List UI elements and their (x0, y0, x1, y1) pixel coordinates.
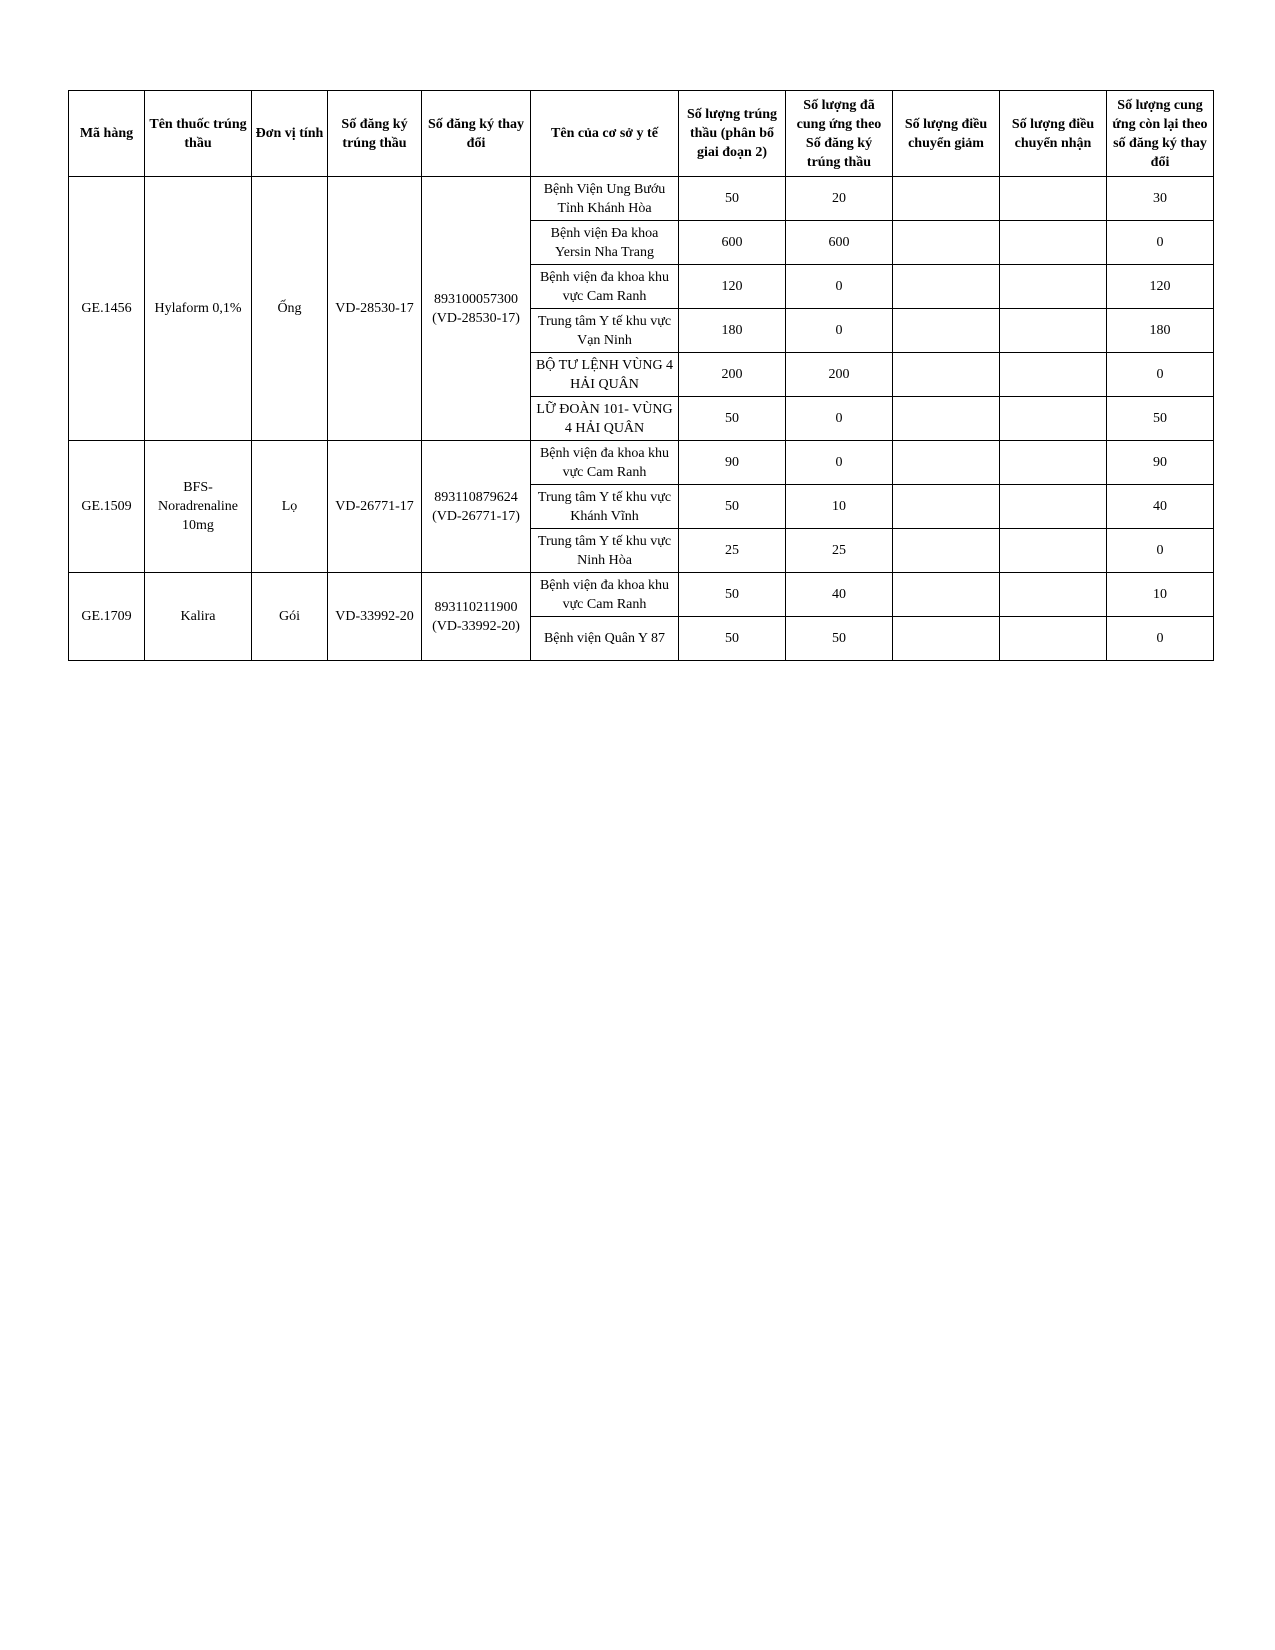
supplied-quantity-cell: 50 (786, 617, 893, 661)
remaining-quantity-cell: 30 (1107, 177, 1214, 221)
remaining-quantity-cell: 0 (1107, 617, 1214, 661)
header-remaining-quantity: Số lượng cung ứng còn lại theo số đăng ký thay đổi (1107, 91, 1214, 177)
table-body (69, 177, 1214, 661)
facility-cell: Bệnh viện đa khoa khu vực Cam Ranh (531, 441, 679, 485)
transfer-in-cell (1000, 573, 1107, 617)
transfer-out-cell (893, 617, 1000, 661)
transfer-out-cell (893, 529, 1000, 573)
remaining-quantity-cell: 90 (1107, 441, 1214, 485)
awarded-quantity-cell: 50 (679, 617, 786, 661)
unit-cell: Lọ (252, 441, 328, 573)
awarded-quantity-cell: 200 (679, 353, 786, 397)
transfer-in-cell (1000, 617, 1107, 661)
facility-cell: Bệnh viện đa khoa khu vực Cam Ranh (531, 573, 679, 617)
supplied-quantity-cell: 200 (786, 353, 893, 397)
new-registration-number-cell: 893100057300 (VD-28530-17) (422, 177, 531, 441)
facility-cell: Trung tâm Y tế khu vực Ninh Hòa (531, 529, 679, 573)
item-code-cell: GE.1509 (69, 441, 145, 573)
header-item-code: Mã hàng (69, 91, 145, 177)
awarded-quantity-cell: 90 (679, 441, 786, 485)
transfer-in-cell (1000, 441, 1107, 485)
registration-number-cell: VD-28530-17 (328, 177, 422, 441)
transfer-in-cell (1000, 529, 1107, 573)
new-registration-number-cell: 893110211900 (VD-33992-20) (422, 573, 531, 661)
header-row (69, 91, 1214, 177)
facility-cell: Trung tâm Y tế khu vực Khánh Vĩnh (531, 485, 679, 529)
item-code-cell: GE.1456 (69, 177, 145, 441)
header-new-registration-number: Số đăng ký thay đổi (422, 91, 531, 177)
remaining-quantity-cell: 50 (1107, 397, 1214, 441)
awarded-quantity-cell: 180 (679, 309, 786, 353)
transfer-out-cell (893, 441, 1000, 485)
facility-cell: LỮ ĐOÀN 101- VÙNG 4 HẢI QUÂN (531, 397, 679, 441)
facility-cell: Bệnh viện Quân Y 87 (531, 617, 679, 661)
header-drug-name: Tên thuốc trúng thầu (145, 91, 252, 177)
registration-number-cell: VD-33992-20 (328, 573, 422, 661)
item-code-cell: GE.1709 (69, 573, 145, 661)
supplied-quantity-cell: 0 (786, 265, 893, 309)
supplied-quantity-cell: 10 (786, 485, 893, 529)
table-row (69, 177, 1214, 221)
transfer-out-cell (893, 573, 1000, 617)
drug-name-cell: Kalira (145, 573, 252, 661)
remaining-quantity-cell: 40 (1107, 485, 1214, 529)
remaining-quantity-cell: 0 (1107, 221, 1214, 265)
supplied-quantity-cell: 600 (786, 221, 893, 265)
supplied-quantity-cell: 0 (786, 397, 893, 441)
transfer-in-cell (1000, 485, 1107, 529)
supplied-quantity-cell: 40 (786, 573, 893, 617)
header-registration-number: Số đăng ký trúng thầu (328, 91, 422, 177)
supplied-quantity-cell: 20 (786, 177, 893, 221)
awarded-quantity-cell: 120 (679, 265, 786, 309)
header-awarded-quantity: Số lượng trúng thầu (phân bổ giai đoạn 2) (679, 91, 786, 177)
new-registration-number-cell: 893110879624 (VD-26771-17) (422, 441, 531, 573)
transfer-in-cell (1000, 309, 1107, 353)
header-transfer-out: Số lượng điều chuyển giảm (893, 91, 1000, 177)
transfer-out-cell (893, 309, 1000, 353)
awarded-quantity-cell: 25 (679, 529, 786, 573)
transfer-in-cell (1000, 177, 1107, 221)
remaining-quantity-cell: 10 (1107, 573, 1214, 617)
transfer-in-cell (1000, 397, 1107, 441)
drug-name-cell: BFS- Noradrenaline 10mg (145, 441, 252, 573)
supplied-quantity-cell: 25 (786, 529, 893, 573)
remaining-quantity-cell: 0 (1107, 353, 1214, 397)
awarded-quantity-cell: 50 (679, 485, 786, 529)
facility-cell: Bệnh viện Đa khoa Yersin Nha Trang (531, 221, 679, 265)
remaining-quantity-cell: 120 (1107, 265, 1214, 309)
transfer-out-cell (893, 485, 1000, 529)
table-header (69, 91, 1214, 177)
supplied-quantity-cell: 0 (786, 309, 893, 353)
transfer-in-cell (1000, 221, 1107, 265)
transfer-out-cell (893, 265, 1000, 309)
header-unit: Đơn vị tính (252, 91, 328, 177)
table-row (69, 573, 1214, 617)
supplied-quantity-cell: 0 (786, 441, 893, 485)
facility-cell: Bệnh viện đa khoa khu vực Cam Ranh (531, 265, 679, 309)
header-transfer-in: Số lượng điều chuyển nhận (1000, 91, 1107, 177)
awarded-quantity-cell: 50 (679, 177, 786, 221)
allocation-table (68, 90, 1214, 661)
facility-cell: Trung tâm Y tế khu vực Vạn Ninh (531, 309, 679, 353)
transfer-out-cell (893, 353, 1000, 397)
awarded-quantity-cell: 600 (679, 221, 786, 265)
transfer-in-cell (1000, 265, 1107, 309)
unit-cell: Ống (252, 177, 328, 441)
transfer-out-cell (893, 177, 1000, 221)
remaining-quantity-cell: 0 (1107, 529, 1214, 573)
registration-number-cell: VD-26771-17 (328, 441, 422, 573)
awarded-quantity-cell: 50 (679, 397, 786, 441)
facility-cell: Bệnh Viện Ung Bướu Tỉnh Khánh Hòa (531, 177, 679, 221)
transfer-in-cell (1000, 353, 1107, 397)
remaining-quantity-cell: 180 (1107, 309, 1214, 353)
facility-cell: BỘ TƯ LỆNH VÙNG 4 HẢI QUÂN (531, 353, 679, 397)
header-facility-name: Tên của cơ sở y tế (531, 91, 679, 177)
transfer-out-cell (893, 221, 1000, 265)
drug-name-cell: Hylaform 0,1% (145, 177, 252, 441)
transfer-out-cell (893, 397, 1000, 441)
unit-cell: Gói (252, 573, 328, 661)
header-supplied-quantity: Số lượng đã cung ứng theo Số đăng ký trúng thầu (786, 91, 893, 177)
awarded-quantity-cell: 50 (679, 573, 786, 617)
table-row (69, 441, 1214, 485)
